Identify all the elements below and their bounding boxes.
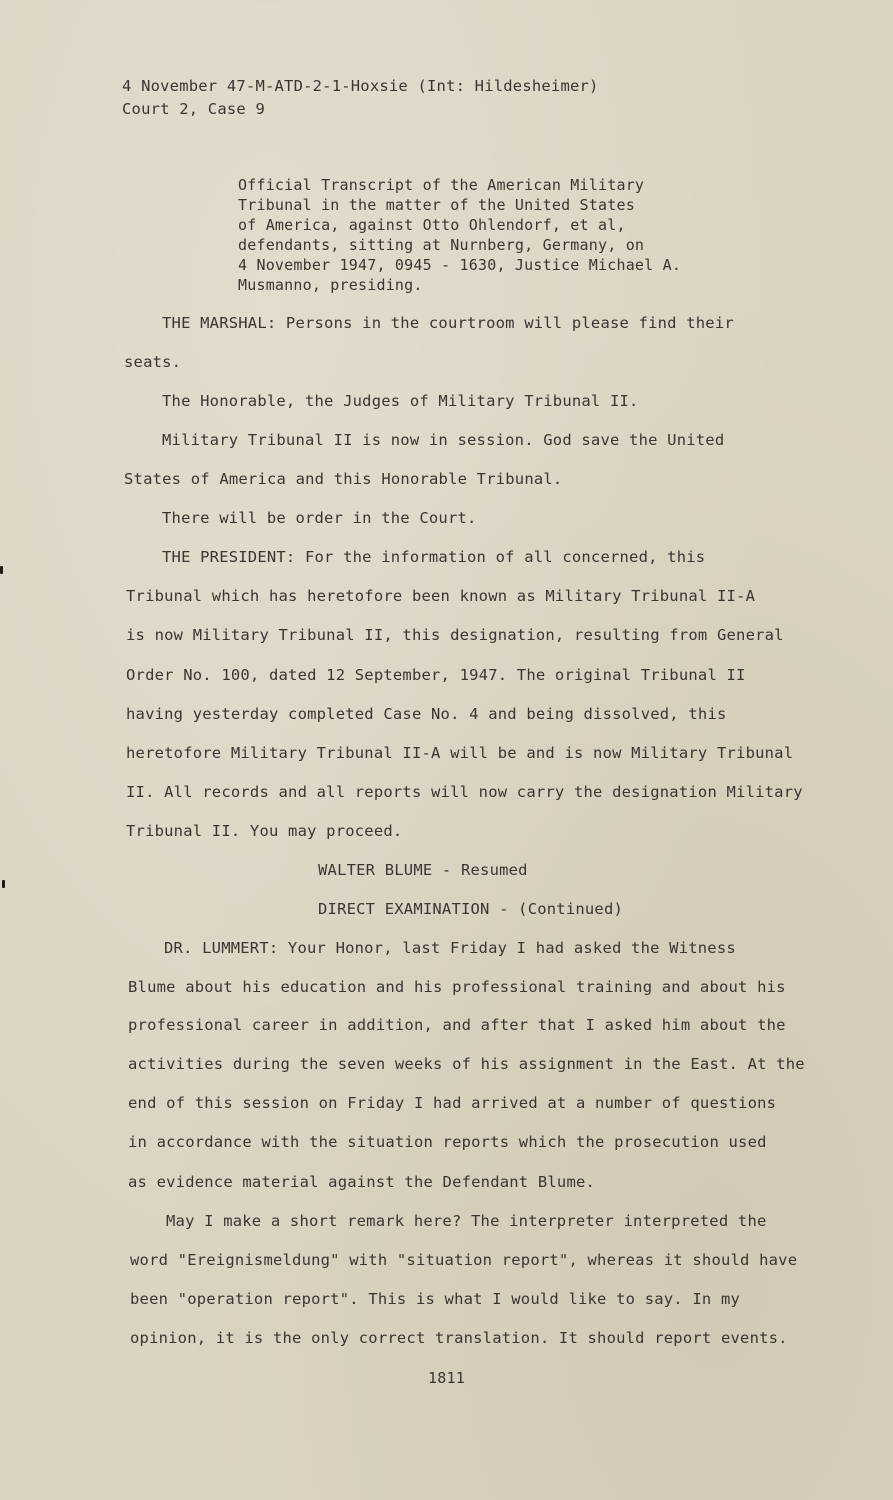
caption-line: Musmanno, presiding. <box>238 276 423 294</box>
page-number: 1811 <box>428 1369 465 1387</box>
transcript-line: having yesterday completed Case No. 4 and being dissolved, this <box>126 705 727 723</box>
caption-line: defendants, sitting at Nurnberg, Germany, on <box>238 236 645 254</box>
transcript-line: DR. LUMMERT: Your Honor, last Friday I had asked the Witness <box>164 939 736 957</box>
transcript-line: THE PRESIDENT: For the information of all concerned, this <box>162 548 706 566</box>
transcript-line: May I make a short remark here? The interpreter interpreted the <box>166 1212 767 1230</box>
transcript-line: THE MARSHAL: Persons in the courtroom will please find their <box>162 314 734 332</box>
transcript-line: word "Ereignismeldung" with "situation report", whereas it should have <box>130 1251 798 1269</box>
transcript-line: Order No. 100, dated 12 September, 1947. The original Tribunal II <box>126 666 746 684</box>
transcript-line: Tribunal which has heretofore been known as Military Tribunal II-A <box>126 587 756 605</box>
transcript-line: Military Tribunal II is now in session. God save the United <box>162 431 725 449</box>
transcript-line: Tribunal II. You may proceed. <box>126 822 403 840</box>
caption-line: Tribunal in the matter of the United States <box>238 196 635 214</box>
transcript-line: in accordance with the situation reports which the prosecution used <box>128 1133 767 1151</box>
transcript-line: The Honorable, the Judges of Military Tribunal II. <box>162 392 639 410</box>
header-line-1: 4 November 47-M-ATD-2-1-Hoxsie (Int: Hildesheimer) <box>122 77 599 95</box>
transcript-line: activities during the seven weeks of his assignment in the East. At the <box>128 1055 805 1073</box>
transcript-line: end of this session on Friday I had arrived at a number of questions <box>128 1094 777 1112</box>
caption-line: Official Transcript of the American Military <box>238 176 645 194</box>
witness-heading: WALTER BLUME - Resumed <box>318 861 528 879</box>
margin-speck <box>0 566 3 574</box>
examination-heading: DIRECT EXAMINATION - (Continued) <box>318 900 624 918</box>
transcript-line: as evidence material against the Defendant Blume. <box>128 1173 596 1191</box>
transcript-line: II. All records and all reports will now carry the designation Military <box>126 783 803 801</box>
transcript-line: States of America and this Honorable Tribunal. <box>124 470 563 488</box>
transcript-line: seats. <box>124 353 182 371</box>
header-line-2: Court 2, Case 9 <box>122 100 265 118</box>
caption-line: of America, against Otto Ohlendorf, et al, <box>238 216 626 234</box>
transcript-line: been "operation report". This is what I would like to say. In my <box>130 1290 741 1308</box>
transcript-line: There will be order in the Court. <box>162 509 477 527</box>
caption-line: 4 November 1947, 0945 - 1630, Justice Michael A. <box>238 256 682 274</box>
margin-speck <box>2 880 5 888</box>
transcript-line: professional career in addition, and after that I asked him about the <box>128 1016 786 1034</box>
transcript-line: is now Military Tribunal II, this designation, resulting from General <box>126 626 784 644</box>
transcript-line: heretofore Military Tribunal II-A will be and is now Military Tribunal <box>126 744 794 762</box>
transcript-line: opinion, it is the only correct translation. It should report events. <box>130 1329 788 1347</box>
transcript-line: Blume about his education and his professional training and about his <box>128 978 786 996</box>
